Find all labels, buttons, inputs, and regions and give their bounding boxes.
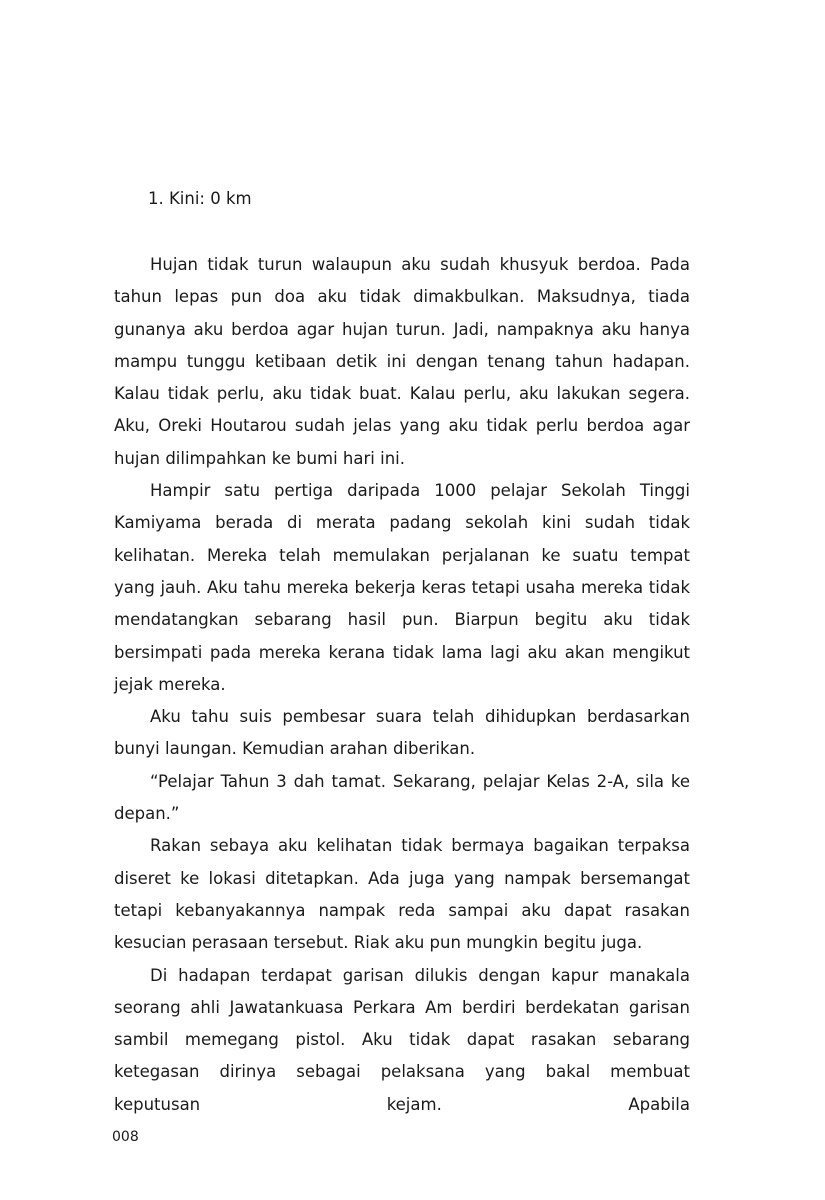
paragraph: Di hadapan terdapat garisan dilukis dengan kapur manakala seorang ahli Jawatankuasa Perkara Am berdiri berdekatan garisan sambil memegang pistol. Aku tidak dapat rasakan sebarang ketegasan dirinya sebagai pelaksana yang bakal membuat keputusan kejam. Apabila [114,965,690,1114]
paragraph: Aku tahu suis pembesar suara telah dihidupkan berdasarkan bunyi laungan. Kemudian arahan diberikan. [114,707,690,759]
paragraph: “Pelajar Tahun 3 dah tamat. Sekarang, pelajar Kelas 2-A, sila ke depan.” [114,771,690,824]
chapter-heading: 1. Kini: 0 km [148,189,252,208]
page-number: 008 [112,1129,139,1145]
paragraph: Hampir satu pertiga daripada 1000 pelajar Sekolah Tinggi Kamiyama berada di merata padang sekolah kini sudah tidak kelihatan. Mereka telah memulakan perjalanan ke suatu tempat yang jauh. Aku tahu mereka bekerja keras tetapi usaha mereka tidak mendatangkan sebarang hasil pun. Biarpun begitu aku tidak bersimpati pada mereka kerana tidak lama lagi aku akan mengikut jejak mereka. [114,481,690,694]
body-text [114,249,690,1121]
paragraph: Rakan sebaya aku kelihatan tidak bermaya bagaikan terpaksa diseret ke lokasi ditetapkan. Ada juga yang nampak bersemangat tetapi kebanyakannya nampak reda sampai aku dapat rasakan kesucian perasaan tersebut. Riak aku pun mungkin begitu juga. [114,836,690,953]
paragraph: Hujan tidak turun walaupun aku sudah khusyuk berdoa. Pada tahun lepas pun doa aku tidak dimakbulkan. Maksudnya, tiada gunanya aku berdoa agar hujan turun. Jadi, nampaknya aku hanya mampu tunggu ketibaan detik ini dengan tenang tahun hadapan. Kalau tidak perlu, aku tidak buat. Kalau perlu, aku lakukan segera. Aku, Oreki Houtarou sudah jelas yang aku tidak perlu berdoa agar hujan dilimpahkan ke bumi hari ini. [114,255,690,468]
